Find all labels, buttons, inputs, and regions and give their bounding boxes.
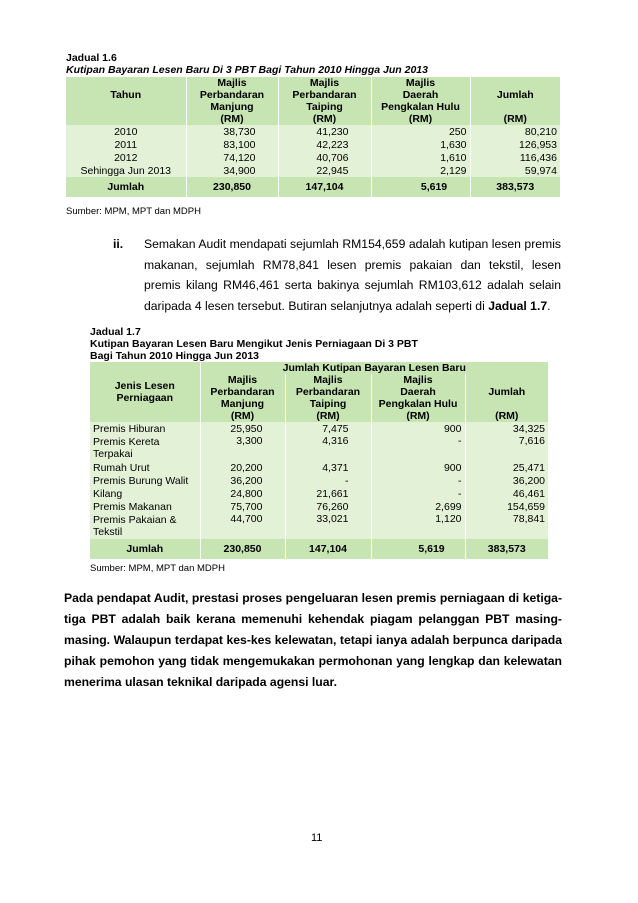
cell: 7,475 (285, 422, 371, 435)
table1-source: Sumber: MPM, MPT dan MDPH (66, 206, 201, 217)
table2-label: Jadual 1.7 (90, 326, 141, 338)
cell: 42,223 (278, 138, 371, 151)
cell: 59,974 (470, 164, 560, 177)
cell: 34,325 (465, 422, 548, 435)
cell: 34,900 (186, 164, 278, 177)
cell: 76,260 (285, 500, 371, 513)
table2-header-taiping-1: Majlis (285, 374, 371, 386)
cell: 3,300 (200, 435, 285, 461)
table-row (66, 164, 560, 177)
table-total-row (90, 539, 548, 559)
cell: - (371, 487, 465, 500)
row-label: Premis Pakaian & Tekstil (90, 513, 200, 539)
row-label: Premis Kereta Terpakai (90, 435, 200, 461)
table2-title-line2: Bagi Tahun 2010 Hingga Jun 2013 (90, 350, 260, 362)
cell: 1,610 (371, 151, 470, 164)
table-row (90, 474, 548, 487)
total-cell: 383,573 (465, 539, 548, 559)
cell: 38,730 (186, 125, 278, 138)
table1-header-pengkalan-2: Daerah (371, 89, 470, 101)
total-label: Jumlah (90, 539, 200, 559)
cell: 4,316 (285, 435, 371, 461)
total-cell: 5,619 (371, 177, 470, 197)
table2-header-taiping-3: Taiping (285, 398, 371, 410)
cell: 74,120 (186, 151, 278, 164)
total-cell: 230,850 (200, 539, 285, 559)
table1-unit: (RM) (186, 113, 278, 125)
cell: 7,616 (465, 435, 548, 461)
table2-source: Sumber: MPM, MPT dan MDPH (90, 563, 225, 574)
cell: - (285, 474, 371, 487)
total-cell: 5,619 (371, 539, 465, 559)
table2-unit: (RM) (371, 410, 465, 422)
cell: 900 (371, 461, 465, 474)
row-label: Premis Hiburan (90, 422, 200, 435)
cell: 4,371 (285, 461, 371, 474)
cell: 20,200 (200, 461, 285, 474)
table2-header-group: Jumlah Kutipan Bayaran Lesen Baru (200, 362, 548, 374)
cell: 40,706 (278, 151, 371, 164)
table1-label: Jadual 1.6 (66, 52, 117, 64)
table-row (66, 151, 560, 164)
table2-header-manjung-1: Majlis (200, 374, 285, 386)
table1-header-pengkalan-3: Pengkalan Hulu (371, 101, 470, 113)
table2-header-pengkalan-3: Pengkalan Hulu (371, 398, 465, 410)
row-label: 2012 (66, 151, 186, 164)
table2-caption (90, 326, 418, 362)
table-row (66, 138, 560, 151)
cell: 36,200 (200, 474, 285, 487)
table1-header-manjung-1: Majlis (186, 77, 278, 89)
paragraph-ii-text (144, 234, 561, 316)
cell: 46,461 (465, 487, 548, 500)
paragraph-ii-ref: Jadual 1.7 (488, 298, 548, 313)
table1 (66, 77, 560, 197)
cell: 80,210 (470, 125, 560, 138)
row-label: Rumah Urut (90, 461, 200, 474)
cell: 41,230 (278, 125, 371, 138)
table1-header-taiping-1: Majlis (278, 77, 371, 89)
cell: 36,200 (465, 474, 548, 487)
table-row (90, 435, 548, 461)
table2 (90, 362, 548, 559)
cell: 44,700 (200, 513, 285, 539)
table-row (90, 513, 548, 539)
table1-header-taiping-2: Perbandaran (278, 89, 371, 101)
total-label: Jumlah (66, 177, 186, 197)
table2-header-jenis-2: Perniagaan (116, 392, 174, 404)
cell: 25,950 (200, 422, 285, 435)
table2-header-manjung-2: Perbandaran (200, 386, 285, 398)
total-cell: 147,104 (285, 539, 371, 559)
paragraph-ii-end: . (547, 298, 551, 313)
table1-header-pengkalan-1: Majlis (371, 77, 470, 89)
table1-header-manjung-2: Perbandaran (186, 89, 278, 101)
table1-header-taiping-3: Taiping (278, 101, 371, 113)
cell: 1,120 (371, 513, 465, 539)
table2-header-jenis-1: Jenis Lesen (114, 380, 175, 392)
table2-header-pengkalan-1: Majlis (371, 374, 465, 386)
row-label: Sehingga Jun 2013 (66, 164, 186, 177)
table2-title-line1: Kutipan Bayaran Lesen Baru Mengikut Jenis Perniagaan Di 3 PBT (90, 338, 418, 350)
cell: 900 (371, 422, 465, 435)
total-cell: 383,573 (470, 177, 560, 197)
cell: 25,471 (465, 461, 548, 474)
cell: 116,436 (470, 151, 560, 164)
row-label: 2010 (66, 125, 186, 138)
table2-header-jenis (90, 362, 200, 422)
table1-header-jumlah: Jumlah (470, 77, 560, 113)
table1-header-manjung-3: Manjung (186, 101, 278, 113)
cell: 78,841 (465, 513, 548, 539)
cell: 250 (371, 125, 470, 138)
table1-unit: (RM) (278, 113, 371, 125)
row-label: Premis Burung Walit (90, 474, 200, 487)
cell: 33,021 (285, 513, 371, 539)
row-label: 2011 (66, 138, 186, 151)
cell: 126,953 (470, 138, 560, 151)
cell: 2,699 (371, 500, 465, 513)
audit-opinion-paragraph: Pada pendapat Audit, prestasi proses pengeluaran lesen premis perniagaan di ketiga-tiga PBT adalah baik kerana memenuhi kehendak piagam pelanggan PBT masing-masing. Walaupun terdapat kes-kes kelewatan, tetapi ianya adalah berpunca daripada pihak pemohon yang tidak mengemukakan permohonan yang lengkap dan kelewatan menerima ulasan teknikal daripada agensi luar. (64, 591, 562, 689)
table-total-row (66, 177, 560, 197)
page-number: 11 (311, 832, 323, 844)
table-row (90, 500, 548, 513)
paragraph-ii-number: ii. (113, 237, 124, 251)
table-row (90, 422, 548, 435)
cell: 2,129 (371, 164, 470, 177)
paragraph-ii-body: Semakan Audit mendapati sejumlah RM154,659 adalah kutipan lesen premis makanan, sejumlah RM78,841 lesen premis pakaian dan tekstil, lesen premis kilang RM46,461 serta bakinya sejumlah RM103,612 adalah selain daripada 4 lesen tersebut. Butiran selanjutnya adalah seperti di (144, 237, 561, 313)
cell: 21,661 (285, 487, 371, 500)
cell: 154,659 (465, 500, 548, 513)
table-row (90, 487, 548, 500)
table-row (66, 125, 560, 138)
table2-unit: (RM) (200, 410, 285, 422)
table2-header-taiping-2: Perbandaran (285, 386, 371, 398)
cell: 24,800 (200, 487, 285, 500)
table2-unit: (RM) (465, 410, 548, 422)
table1-header-tahun: Tahun (66, 77, 186, 113)
total-cell: 147,104 (278, 177, 371, 197)
table1-unit: (RM) (371, 113, 470, 125)
table1-title: Kutipan Bayaran Lesen Baru Di 3 PBT Bagi Tahun 2010 Hingga Jun 2013 (66, 64, 428, 76)
row-label: Kilang (90, 487, 200, 500)
cell: 1,630 (371, 138, 470, 151)
table1-caption (66, 52, 428, 76)
table1-unit: (RM) (470, 113, 560, 125)
cell: 75,700 (200, 500, 285, 513)
cell: 83,100 (186, 138, 278, 151)
table2-header-manjung-3: Manjung (200, 398, 285, 410)
row-label: Premis Makanan (90, 500, 200, 513)
cell: - (371, 474, 465, 487)
table2-header-jumlah: Jumlah (465, 374, 548, 410)
total-cell: 230,850 (186, 177, 278, 197)
cell: 22,945 (278, 164, 371, 177)
table-row (90, 461, 548, 474)
table2-unit: (RM) (285, 410, 371, 422)
cell: - (371, 435, 465, 461)
table2-header-pengkalan-2: Daerah (371, 386, 465, 398)
